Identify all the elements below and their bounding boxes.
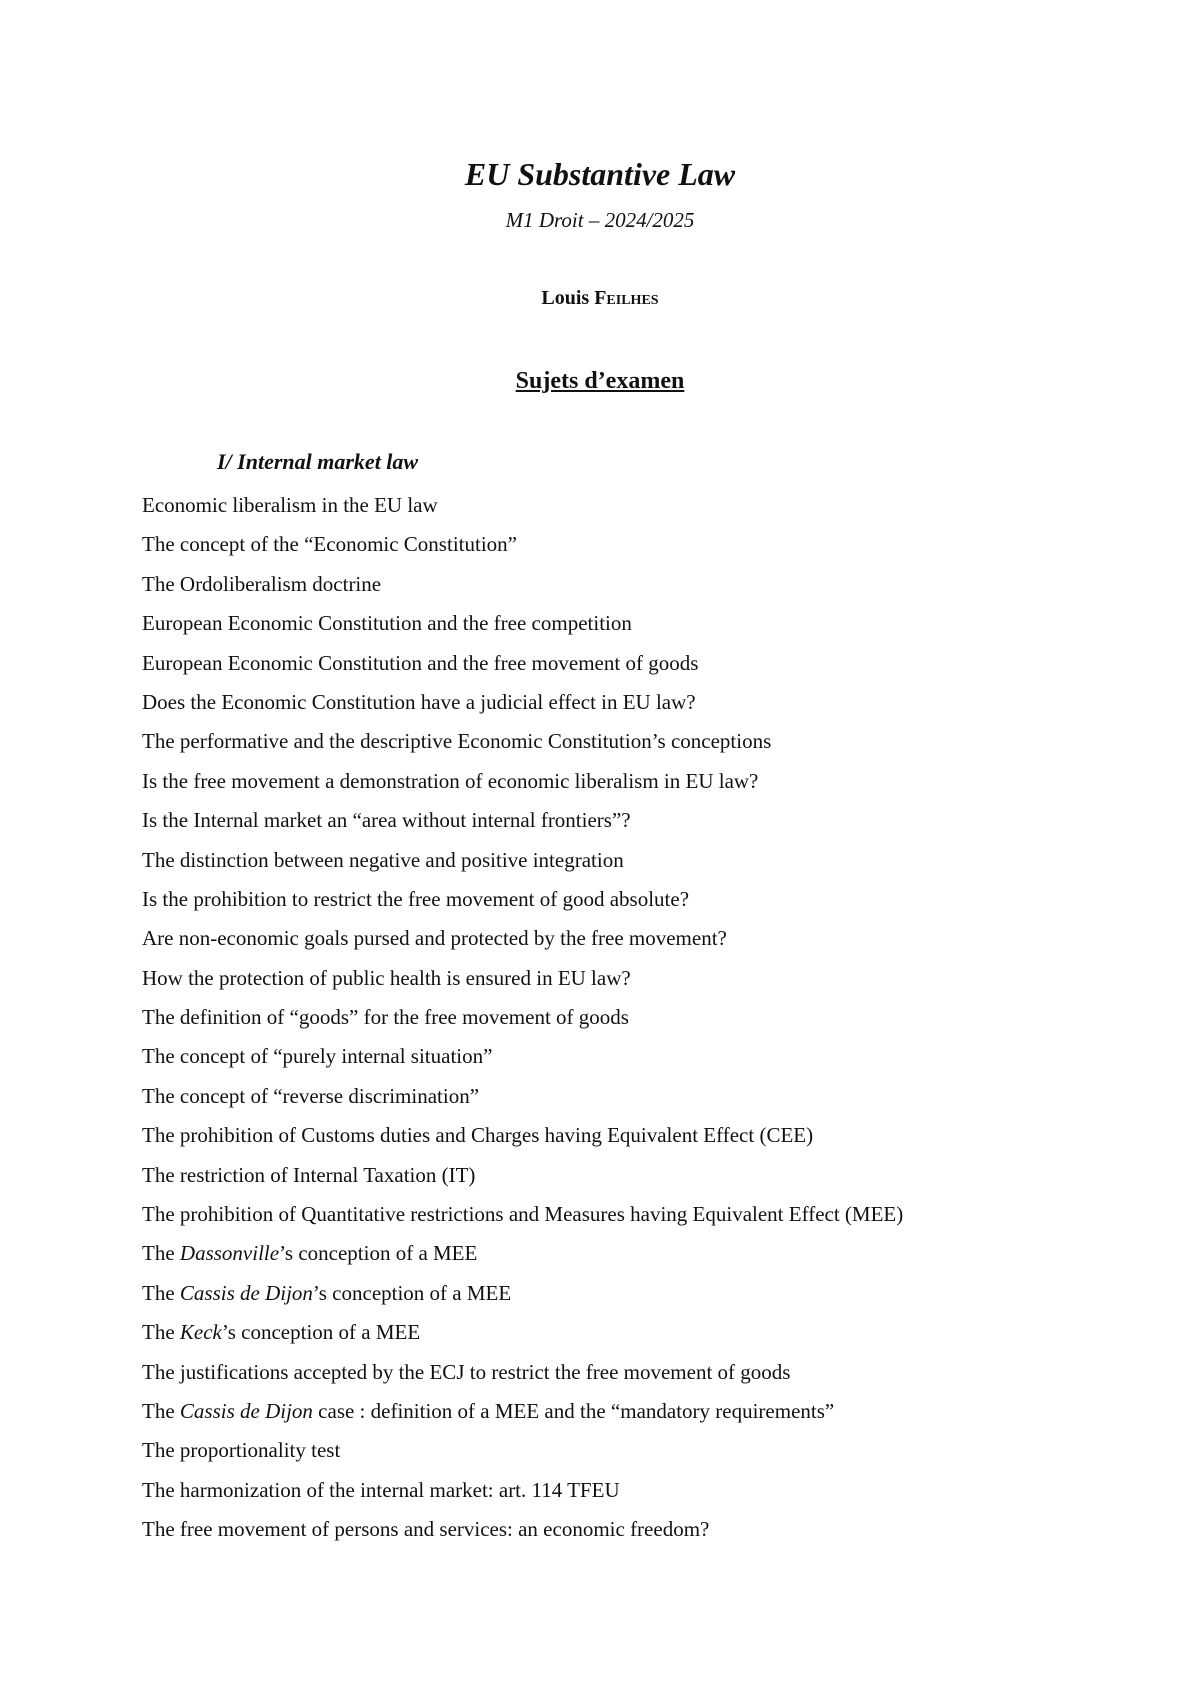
author-first-name: Louis [541,287,590,309]
topic-text-suffix: ’s conception of a MEE [279,1241,478,1266]
topic-text: The justifications accepted by the ECJ to restrict the free movement of goods [142,1359,791,1384]
topic-item [142,1234,903,1273]
topic-case-name: Keck [179,1320,222,1345]
section-heading: I/ Internal market law [217,449,419,474]
topic-text: Is the free movement a demonstration of economic liberalism in EU law? [142,768,759,793]
topic-text: Is the Internal market an “area without internal frontiers”? [142,808,631,833]
topic-item [142,1431,903,1470]
topic-text: The free movement of persons and services: an economic freedom? [142,1517,710,1542]
topic-text: Does the Economic Constitution have a judicial effect in EU law? [142,689,696,714]
topic-item [142,1274,903,1313]
exam-topics-heading: Sujets d’examen [515,368,685,394]
topic-text: The [142,1398,180,1423]
topic-list [142,486,903,1550]
topic-item [142,801,903,840]
topic-text-suffix: ’s conception of a MEE [312,1280,512,1305]
topic-text: The concept of the “Economic Constitution” [142,532,517,557]
topic-item [142,880,903,919]
topic-text: The Ordoliberalism doctrine [142,571,382,596]
topic-item [142,1392,903,1431]
topic-text: The [142,1280,180,1305]
topic-item [142,722,903,761]
topic-item [142,1077,903,1116]
topic-item [142,1037,903,1076]
topic-text: The performative and the descriptive Economic Constitution’s conceptions [142,729,772,754]
topic-item [142,1156,903,1195]
topic-text: The concept of “purely internal situation” [142,1044,493,1069]
document-title: EU Substantive Law [464,156,736,192]
topic-item [142,525,903,564]
topic-text: The prohibition of Quantitative restrictions and Measures having Equivalent Effect (MEE) [142,1202,904,1227]
topic-text: The definition of “goods” for the free movement of goods [142,1005,629,1030]
topic-item [142,998,903,1037]
topic-item [142,644,903,683]
topic-item [142,1195,903,1234]
topic-text: European Economic Constitution and the free competition [142,611,632,636]
topic-text-suffix: case : definition of a MEE and the “mandatory requirements” [312,1398,835,1423]
topic-case-name: Dassonville [179,1241,280,1266]
topic-item [142,683,903,722]
topic-text: Are non-economic goals pursed and protected by the free movement? [142,926,727,951]
topic-text: The restriction of Internal Taxation (IT) [142,1162,476,1187]
topic-case-name: Cassis de Dijon [179,1280,313,1305]
topic-text: The [142,1320,180,1345]
topic-item [142,1510,903,1549]
author-last-name: Feilhes [594,287,659,309]
topic-text: How the protection of public health is ensured in EU law? [142,965,631,990]
topic-item [142,919,903,958]
topic-item [142,1116,903,1155]
topic-text-suffix: ’s conception of a MEE [221,1320,421,1345]
topic-item [142,841,903,880]
topic-item [142,486,903,525]
topic-item [142,565,903,604]
topic-text: The concept of “reverse discrimination” [142,1083,480,1108]
topic-item [142,1313,903,1352]
topic-text: The harmonization of the internal market: art. 114 TFEU [142,1477,620,1502]
topic-text: The prohibition of Customs duties and Charges having Equivalent Effect (CEE) [142,1123,814,1148]
topic-text: The [142,1241,180,1266]
topic-text: The proportionality test [142,1438,341,1463]
topic-text: Is the prohibition to restrict the free movement of good absolute? [142,886,690,911]
topic-item [142,1471,903,1510]
topic-text: European Economic Constitution and the free movement of goods [142,650,699,675]
topic-text: Economic liberalism in the EU law [142,493,438,517]
topic-item [142,762,903,801]
topic-item [142,959,903,998]
author-name [0,284,1200,312]
topic-item [142,1353,903,1392]
topic-text: The distinction between negative and positive integration [142,847,624,872]
document-subtitle: M1 Droit – 2024/2025 [505,208,695,232]
topic-case-name: Cassis de Dijon [179,1398,313,1423]
topic-item [142,604,903,643]
